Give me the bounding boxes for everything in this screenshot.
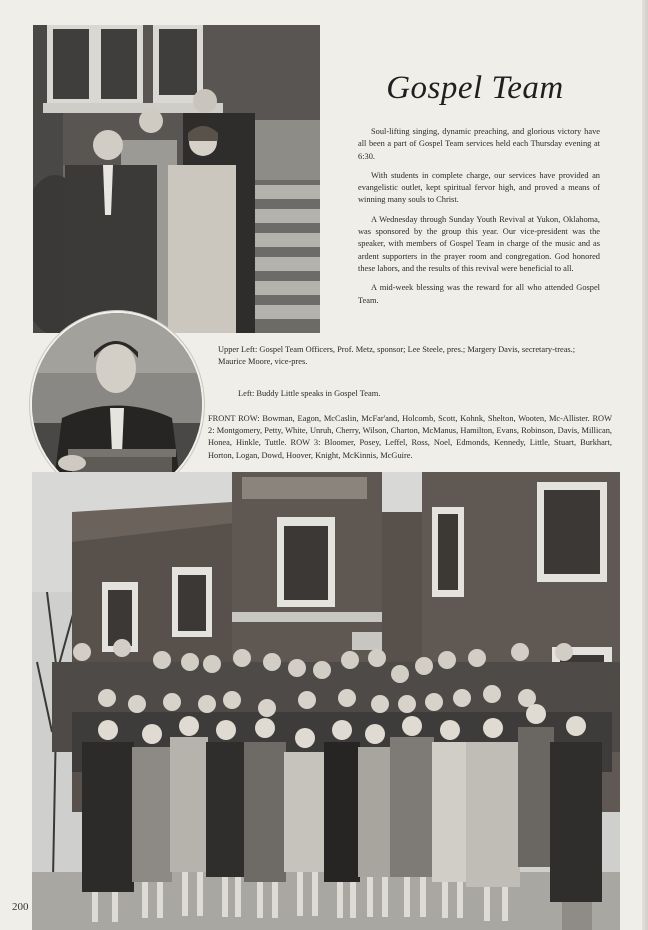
paragraph: A Wednesday through Sunday Youth Revival at Yukon, Oklahoma, was sponsored by the group this year. Our vice-president was the speaker, with members of Gospel Team in charge of the music and as ardent supporters in the prayer room and congregation. God honored these labors, and the results of this revival were beneficial to all. xyxy=(358,214,600,273)
speaker-caption: Left: Buddy Little speaks in Gospel Team. xyxy=(238,389,381,398)
page-edge xyxy=(642,0,648,930)
officers-caption: Upper Left: Gospel Team Officers, Prof. Metz, sponsor; Lee Steele, pres.; Margery Davis, secretary-treas.; Maurice Moore, vice-pres. xyxy=(218,345,576,366)
page-number: 200 xyxy=(12,901,29,913)
page-title: Gospel Team xyxy=(386,70,564,106)
article-body xyxy=(358,126,600,314)
paragraph: A mid-week blessing was the reward for all who attended Gospel Team. xyxy=(358,283,600,305)
roster-caption: FRONT ROW: Bowman, Eagon, McCaslin, McFar'and, Holcomb, Scott, Kohnk, Shelton, Wooten, Mc-Allister. ROW 2: Montgomery, Petty, White, Unruh, Cherry, Wilson, Charton, McManus, Hamilton, Evans, Robinson, Davis, Millican, Honea, Hinkle, Tuttle. ROW 3: Bloomer, Posey, Leffel, Ross, Noel, Edmonds, Kennedy, Little, Stuart, Burkhart, Horton, Logan, Dowd, Hoover, Knight, McKinnis, McGuire. xyxy=(208,414,612,460)
speaker-photo xyxy=(30,311,204,498)
paragraph: Soul-lifting singing, dynamic preaching, and glorious victory have all been a part of Gospel Team services held each Thursday evening at 6:30. xyxy=(358,127,600,161)
paragraph: With students in complete charge, our services have provided an evangelistic outlet, kept spiritual fervor high, and proved a means of winning many souls to Christ. xyxy=(358,170,600,205)
officers-photo xyxy=(33,25,320,333)
group-photo xyxy=(32,472,620,930)
